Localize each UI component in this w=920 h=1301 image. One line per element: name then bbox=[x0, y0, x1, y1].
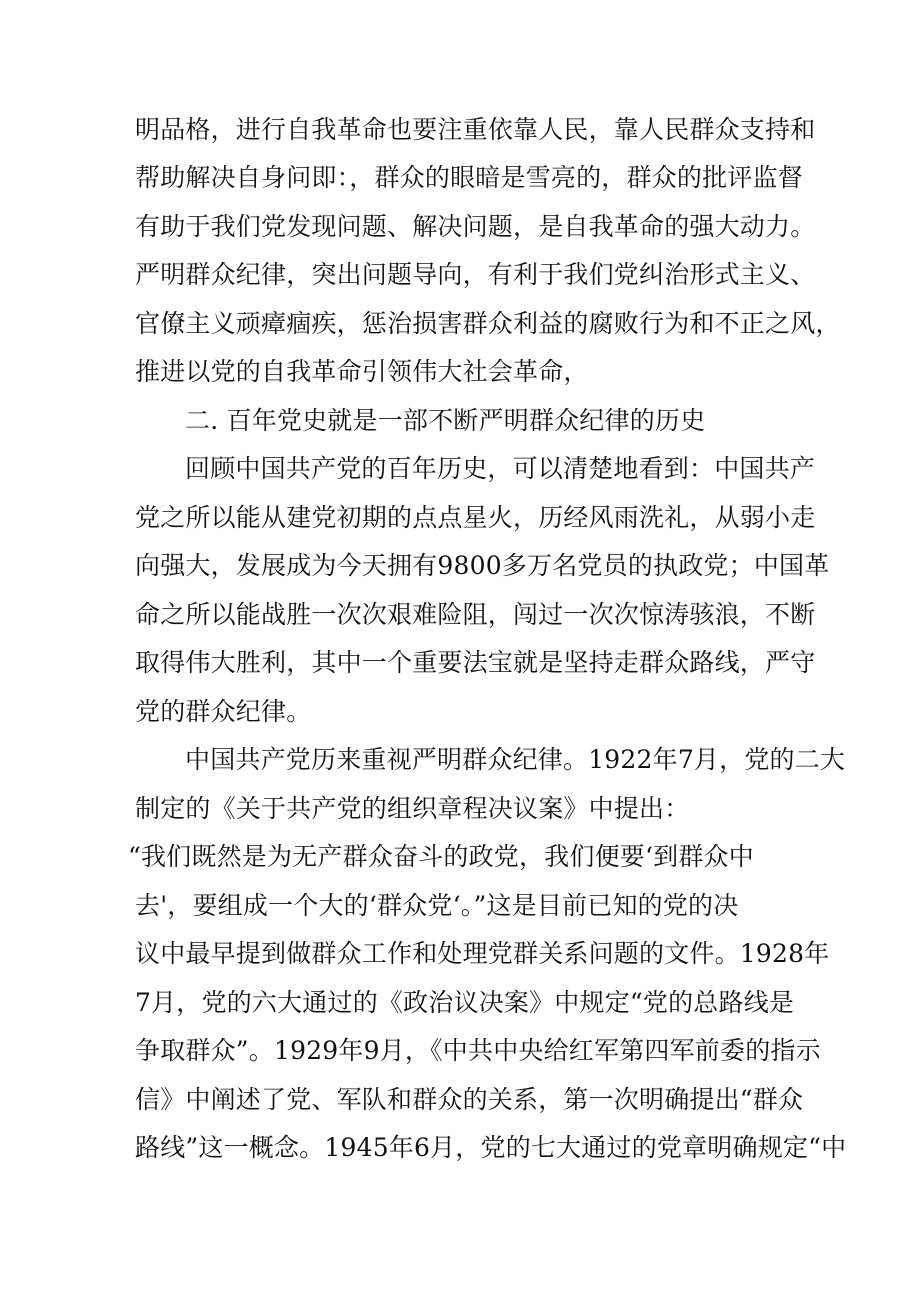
text-line: 推进以党的自我革命引领伟大社会革命， bbox=[135, 357, 589, 386]
text-line: 党之所以能从建党初期的点点星火，历经风雨洗礼，从弱小走 bbox=[135, 503, 816, 532]
text-line: “我们既然是为无产群众奋斗的政党，我们便要‘到群众中 bbox=[128, 842, 754, 871]
text-line: 明品格，进行自我革命也要注重依靠人民，靠人民群众支持和 bbox=[135, 115, 816, 144]
text-line: 官僚主义顽瘴痼疾，惩治损害群众利益的腐败行为和不正之风， bbox=[135, 309, 841, 338]
text-line: 中国共产党历来重视严明群众纪律。1922年7月，党的二大 bbox=[185, 745, 846, 774]
text-line: 信》中阐述了党、军队和群众的关系，第一次明确提出“群众 bbox=[135, 1085, 804, 1114]
text-line: 路线”这一概念。1945年6月，党的七大通过的党章明确规定“中 bbox=[135, 1133, 847, 1162]
text-line: 有助于我们党发现问题、解决问题，是自我革命的强大动力。 bbox=[135, 212, 816, 241]
text-line: 命之所以能战胜一次次艰难险阻，闯过一次次惊涛骇浪，不断 bbox=[135, 600, 816, 629]
text-line: 7月，党的六大通过的《政治议决案》中规定“党的总路线是 bbox=[135, 988, 795, 1017]
text-line: 严明群众纪律，突出问题导向，有利于我们党纠治形式主义、 bbox=[135, 260, 816, 289]
text-line: 议中最早提到做群众工作和处理党群关系问题的文件。1928年 bbox=[135, 939, 830, 968]
text-line: 党的群众纪律。 bbox=[135, 697, 312, 726]
text-line: 回顾中国共产党的百年历史，可以清楚地看到：中国共产 bbox=[185, 454, 816, 483]
section-heading: 二. 百年党史就是一部不断严明群众纪律的历史 bbox=[185, 406, 706, 435]
text-line: 向强大，发展成为今天拥有9800多万名党员的执政党；中国革 bbox=[135, 551, 830, 580]
text-line: 帮助解决自身问即：，群众的眼暗是雪亮的，群众的批评监督 bbox=[135, 163, 803, 192]
text-line: 争取群众”。1929年9月，《中共中央给红军第四军前委的指示 bbox=[135, 1036, 821, 1065]
text-line: 取得伟大胜利，其中一个重要法宝就是坚持走群众路线，严守 bbox=[135, 648, 816, 677]
text-line: 制定的《关于共产党的组织章程决议案》中提出： bbox=[135, 794, 690, 823]
text-line: 去'，要组成一个大的‘群众党‘。”这是目前已知的党的决 bbox=[135, 891, 739, 920]
